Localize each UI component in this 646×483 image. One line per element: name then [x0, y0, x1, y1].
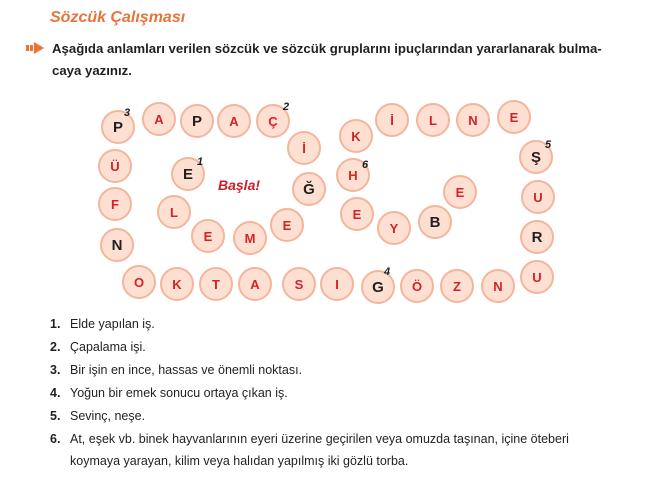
puzzle-cell-9[interactable]: [233, 221, 267, 255]
clue-text: At, eşek vb. binek hayvanlarının eyeri üzerine geçirilen veya omuzda taşınan, içine öteberi koymaya yarayan, kilim veya halıdan yapılmış iki gözlü torba.: [70, 432, 569, 468]
cell-letter: N: [493, 278, 503, 294]
cell-letter: L: [429, 112, 437, 128]
cell-letter: E: [203, 228, 213, 244]
puzzle-cell-21[interactable]: [320, 267, 354, 301]
puzzle-cell-30[interactable]: [497, 100, 531, 134]
cell-letter: I: [335, 276, 339, 292]
cell-letter: E: [282, 217, 292, 233]
cell-letter: U: [533, 189, 543, 205]
list-item: [50, 405, 620, 428]
cell-letter: Ğ: [303, 180, 315, 198]
clue-number-3: 3: [124, 107, 131, 119]
list-item: [50, 428, 620, 472]
clue-number-5: 5: [545, 139, 552, 151]
cell-letter: P: [112, 118, 123, 136]
cell-letter: Y: [389, 220, 399, 236]
cell-letter: İ: [390, 112, 394, 128]
list-item: [50, 359, 620, 382]
clue-text: Çapalama işi.: [70, 340, 146, 354]
cell-letter: P: [191, 112, 202, 130]
puzzle-cell-16[interactable]: [122, 265, 156, 299]
puzzle-cell-28[interactable]: [521, 180, 555, 214]
page-title: Sözcük Çalışması: [50, 9, 186, 26]
puzzle-cell-26[interactable]: [520, 260, 554, 294]
start-label: Başla!: [218, 177, 261, 193]
cell-letter: N: [111, 236, 123, 254]
puzzle-cell-17[interactable]: [160, 267, 194, 301]
cell-letter: L: [170, 204, 178, 220]
cell-letter: E: [182, 165, 193, 183]
puzzle-cell-10[interactable]: [191, 219, 225, 253]
clue-text: Elde yapılan iş.: [70, 317, 155, 331]
list-item: [50, 336, 620, 359]
cell-letter: G: [372, 278, 384, 296]
clue-text: Bir işin en ince, hassas ve önemli noktası.: [70, 363, 303, 377]
cell-letter: Ç: [268, 113, 278, 129]
cell-letter: R: [531, 228, 543, 246]
cell-letter: S: [294, 276, 304, 292]
cell-letter: Ö: [411, 278, 423, 294]
clue-text: Sevinç, neşe.: [70, 409, 146, 423]
cell-letter: N: [468, 112, 478, 128]
puzzle-cell-2[interactable]: [142, 102, 176, 136]
cell-letter: A: [250, 276, 260, 292]
clue-list: [50, 313, 620, 472]
cell-letter: A: [229, 113, 239, 129]
cell-letter: H: [348, 167, 358, 183]
cell-letter: Ü: [110, 158, 120, 174]
cell-letter: Ş: [530, 148, 541, 166]
puzzle-cell-7[interactable]: [292, 172, 326, 206]
cell-letter: K: [351, 128, 361, 144]
puzzle-cell-4[interactable]: [217, 104, 251, 138]
cell-letter: B: [429, 213, 441, 231]
puzzle-cell-31[interactable]: [456, 103, 490, 137]
puzzle-cell-11[interactable]: [157, 195, 191, 229]
cell-letter: T: [212, 276, 220, 292]
cell-letter: E: [352, 206, 362, 222]
puzzle-cell-13[interactable]: [98, 149, 132, 183]
puzzle-cell-15[interactable]: [100, 228, 134, 262]
clue-number-4: 4: [384, 266, 391, 278]
cell-letter: A: [154, 111, 164, 127]
clue-number: 1.: [50, 317, 61, 331]
clue-number: 4.: [50, 386, 61, 400]
cell-letter: F: [111, 196, 119, 212]
puzzle-cell-25[interactable]: [481, 269, 515, 303]
cell-letter: U: [532, 269, 542, 285]
clue-number: 6.: [50, 432, 61, 446]
cell-letter: E: [455, 184, 465, 200]
puzzle-cell-8[interactable]: [270, 208, 304, 242]
puzzle-cell-32[interactable]: [416, 103, 450, 137]
clue-number-1: 1: [197, 156, 204, 168]
puzzle-cell-27[interactable]: [520, 220, 554, 254]
clue-number: 3.: [50, 363, 61, 377]
puzzle-cell-20[interactable]: [282, 267, 316, 301]
cell-letter: M: [244, 230, 256, 246]
instruction-text: Aşağıda anlamları verilen sözcük ve sözcük gruplarını ipuçlarından yararlanarak bulma-caya yazınız.: [52, 41, 602, 78]
cell-letter: Z: [453, 278, 461, 294]
puzzle-cell-19[interactable]: [238, 267, 272, 301]
puzzle-cell-36[interactable]: [340, 197, 374, 231]
clue-text: Yoğun bir emek sonucu ortaya çıkan iş.: [70, 386, 288, 400]
puzzle-cell-3[interactable]: [180, 104, 214, 138]
puzzle-cell-38[interactable]: [418, 205, 452, 239]
cell-letter: İ: [302, 140, 306, 156]
puzzle-cell-34[interactable]: [339, 119, 373, 153]
clue-number: 5.: [50, 409, 61, 423]
cell-letter: E: [509, 109, 519, 125]
clue-number-6: 6: [362, 159, 369, 171]
clue-number-2: 2: [283, 101, 290, 113]
puzzle-cell-33[interactable]: [375, 103, 409, 137]
puzzle-cell-6[interactable]: [287, 131, 321, 165]
puzzle-cell-37[interactable]: [377, 211, 411, 245]
puzzle-cell-18[interactable]: [199, 267, 233, 301]
puzzle-cell-14[interactable]: [98, 187, 132, 221]
puzzle-cell-24[interactable]: [440, 269, 474, 303]
cell-letter: K: [172, 276, 182, 292]
puzzle-cell-23[interactable]: [400, 269, 434, 303]
list-item: [50, 313, 620, 336]
clue-number: 2.: [50, 340, 61, 354]
list-item: [50, 382, 620, 405]
puzzle-cell-39[interactable]: [443, 175, 477, 209]
cell-letter: O: [133, 274, 145, 290]
